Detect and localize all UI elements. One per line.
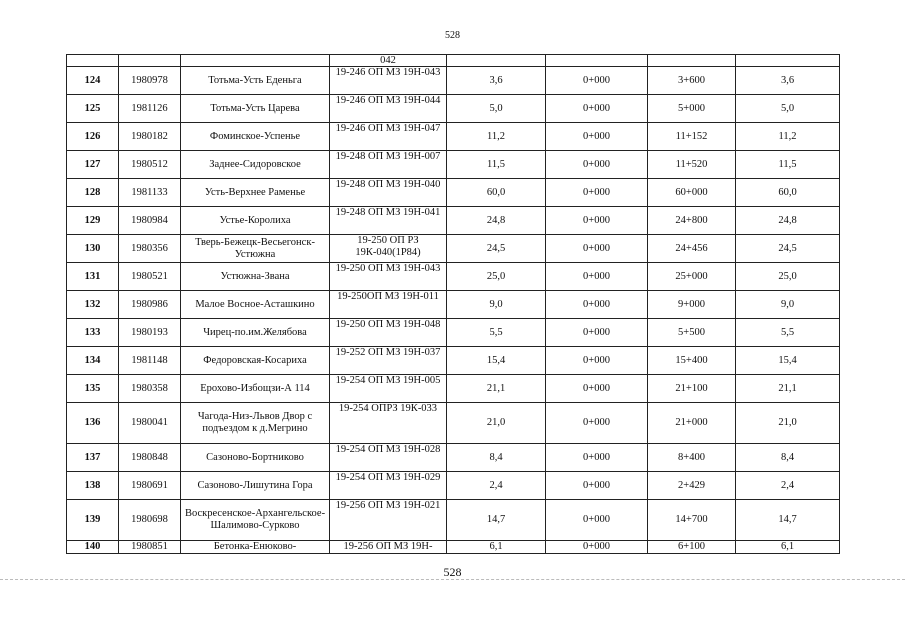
cell-name: Чагода-Низ-Львов Двор с подъездом к д.Мегрино — [181, 403, 330, 444]
table-row — [67, 263, 840, 291]
cell-end: 14+700 — [648, 500, 736, 541]
cell-code: 19-254 ОПРЗ 19К-033 — [330, 403, 447, 444]
cell-id: 1980978 — [119, 67, 181, 95]
cell-id: 1980851 — [119, 541, 181, 554]
cell-name: Фоминское-Успенье — [181, 123, 330, 151]
cell-id: 1980986 — [119, 291, 181, 319]
cell-total: 5,0 — [736, 95, 840, 123]
cell-id: 1981133 — [119, 179, 181, 207]
cell-length: 3,6 — [447, 67, 546, 95]
page-number-top: 528 — [445, 30, 460, 41]
cell-start — [546, 55, 648, 67]
table-row — [67, 291, 840, 319]
cell-num: 132 — [67, 291, 119, 319]
cell-name: Устье-Королиха — [181, 207, 330, 235]
cell-total: 6,1 — [736, 541, 840, 554]
cell-code: 19-246 ОП МЗ 19Н-043 — [330, 67, 447, 95]
cell-start: 0+000 — [546, 472, 648, 500]
cell-id: 1980691 — [119, 472, 181, 500]
table-row — [67, 179, 840, 207]
cell-num: 133 — [67, 319, 119, 347]
cell-start: 0+000 — [546, 403, 648, 444]
cell-code: 19-246 ОП МЗ 19Н-047 — [330, 123, 447, 151]
cell-id: 1980698 — [119, 500, 181, 541]
cell-total: 9,0 — [736, 291, 840, 319]
cell-end: 6+100 — [648, 541, 736, 554]
cell-length: 25,0 — [447, 263, 546, 291]
cell-name: Сазоново-Лишутина Гора — [181, 472, 330, 500]
cell-end: 25+000 — [648, 263, 736, 291]
cell-start: 0+000 — [546, 179, 648, 207]
cell-end: 3+600 — [648, 67, 736, 95]
cell-num: 125 — [67, 95, 119, 123]
cell-start: 0+000 — [546, 500, 648, 541]
cell-code: 19-250 ОП МЗ 19Н-043 — [330, 263, 447, 291]
cell-end: 2+429 — [648, 472, 736, 500]
cell-total: 2,4 — [736, 472, 840, 500]
cell-start: 0+000 — [546, 319, 648, 347]
cell-num: 124 — [67, 67, 119, 95]
cell-total: 5,5 — [736, 319, 840, 347]
cell-end: 5+000 — [648, 95, 736, 123]
cell-length: 24,8 — [447, 207, 546, 235]
cell-length: 5,0 — [447, 95, 546, 123]
cell-code: 19-254 ОП МЗ 19Н-029 — [330, 472, 447, 500]
cell-name: Усть-Верхнее Раменье — [181, 179, 330, 207]
cell-num: 128 — [67, 179, 119, 207]
cell-total: 21,0 — [736, 403, 840, 444]
cell-end: 60+000 — [648, 179, 736, 207]
cell-num: 138 — [67, 472, 119, 500]
cell-num: 127 — [67, 151, 119, 179]
cell-name: Бетонка-Енюково- — [181, 541, 330, 554]
cell-code: 19-254 ОП МЗ 19Н-005 — [330, 375, 447, 403]
cell-length: 11,2 — [447, 123, 546, 151]
cell-code: 19-254 ОП МЗ 19Н-028 — [330, 444, 447, 472]
cell-id: 1980182 — [119, 123, 181, 151]
cell-end: 9+000 — [648, 291, 736, 319]
cell-start: 0+000 — [546, 151, 648, 179]
cell-id: 1980848 — [119, 444, 181, 472]
cell-num: 140 — [67, 541, 119, 554]
page-number-bottom: 528 — [443, 565, 462, 579]
cell-total: 60,0 — [736, 179, 840, 207]
cell-length: 21,0 — [447, 403, 546, 444]
table-row — [67, 472, 840, 500]
cell-length: 60,0 — [447, 179, 546, 207]
table-row — [67, 375, 840, 403]
cell-num: 136 — [67, 403, 119, 444]
cell-num: 135 — [67, 375, 119, 403]
table-row — [67, 347, 840, 375]
cell-code: 19-252 ОП МЗ 19Н-037 — [330, 347, 447, 375]
cell-total: 24,5 — [736, 235, 840, 263]
cell-end: 21+000 — [648, 403, 736, 444]
cell-end: 11+520 — [648, 151, 736, 179]
table-row-continuation — [67, 55, 840, 67]
cell-start: 0+000 — [546, 541, 648, 554]
cell-total: 25,0 — [736, 263, 840, 291]
cell-code: 19-248 ОП МЗ 19Н-040 — [330, 179, 447, 207]
table-row — [67, 319, 840, 347]
cell-total: 21,1 — [736, 375, 840, 403]
cell-start: 0+000 — [546, 347, 648, 375]
cell-code: 19-246 ОП МЗ 19Н-044 — [330, 95, 447, 123]
cell-code: 19-250 ОП РЗ 19К-040(1Р84) — [330, 235, 447, 263]
cell-end: 8+400 — [648, 444, 736, 472]
cell-end — [648, 55, 736, 67]
table-row — [67, 207, 840, 235]
cell-end: 21+100 — [648, 375, 736, 403]
table-row — [67, 95, 840, 123]
cell-start: 0+000 — [546, 235, 648, 263]
cell-name: Ерохово-Избощзи-А 114 — [181, 375, 330, 403]
cell-length: 5,5 — [447, 319, 546, 347]
cell-length — [447, 55, 546, 67]
table-row — [67, 444, 840, 472]
cell-num: 130 — [67, 235, 119, 263]
cell-name: Заднее-Сидоровское — [181, 151, 330, 179]
cell-length: 21,1 — [447, 375, 546, 403]
cell-length: 24,5 — [447, 235, 546, 263]
cell-total: 14,7 — [736, 500, 840, 541]
roads-table — [66, 54, 840, 554]
cell-id: 1980356 — [119, 235, 181, 263]
cell-total: 11,5 — [736, 151, 840, 179]
table-row — [67, 500, 840, 541]
cell-total: 3,6 — [736, 67, 840, 95]
cell-code: 19-256 ОП МЗ 19Н- — [330, 541, 447, 554]
table-row — [67, 151, 840, 179]
cell-length: 2,4 — [447, 472, 546, 500]
cell-start: 0+000 — [546, 67, 648, 95]
cell-total: 11,2 — [736, 123, 840, 151]
cell-length: 14,7 — [447, 500, 546, 541]
cell-name: Сазоново-Бортниково — [181, 444, 330, 472]
cell-code: 19-248 ОП МЗ 19Н-007 — [330, 151, 447, 179]
cell-id — [119, 55, 181, 67]
cell-id: 1980512 — [119, 151, 181, 179]
cell-code: 19-250ОП МЗ 19Н-011 — [330, 291, 447, 319]
cell-total: 15,4 — [736, 347, 840, 375]
cell-start: 0+000 — [546, 444, 648, 472]
cell-num — [67, 55, 119, 67]
cell-name: Тверь-Бежецк-Весьегонск-Устюжна — [181, 235, 330, 263]
table-row — [67, 235, 840, 263]
cell-id: 1981126 — [119, 95, 181, 123]
cell-id: 1980193 — [119, 319, 181, 347]
cell-num: 129 — [67, 207, 119, 235]
cell-start: 0+000 — [546, 207, 648, 235]
cell-id: 1980041 — [119, 403, 181, 444]
cell-num: 126 — [67, 123, 119, 151]
cell-num: 134 — [67, 347, 119, 375]
cell-id: 1981148 — [119, 347, 181, 375]
cell-total: 8,4 — [736, 444, 840, 472]
cell-total: 24,8 — [736, 207, 840, 235]
cell-num: 137 — [67, 444, 119, 472]
cell-name: Чирец-по.им.Желябова — [181, 319, 330, 347]
cell-name: Устюжна-Звана — [181, 263, 330, 291]
page-break-line — [0, 579, 905, 580]
cell-name: Воскресенское-Архангельское-Шалимово-Сурково — [181, 500, 330, 541]
cell-start: 0+000 — [546, 123, 648, 151]
cell-name: Тотьма-Усть Еденьга — [181, 67, 330, 95]
cell-end: 15+400 — [648, 347, 736, 375]
cell-total — [736, 55, 840, 67]
cell-id: 1980358 — [119, 375, 181, 403]
cell-end: 24+456 — [648, 235, 736, 263]
cell-length: 8,4 — [447, 444, 546, 472]
cell-length: 9,0 — [447, 291, 546, 319]
table-row — [67, 541, 840, 554]
cell-name — [181, 55, 330, 67]
cell-end: 24+800 — [648, 207, 736, 235]
cell-code: 042 — [330, 55, 447, 67]
cell-name: Федоровская-Косариха — [181, 347, 330, 375]
cell-id: 1980521 — [119, 263, 181, 291]
cell-start: 0+000 — [546, 291, 648, 319]
cell-name: Тотьма-Усть Царева — [181, 95, 330, 123]
cell-code: 19-256 ОП МЗ 19Н-021 — [330, 500, 447, 541]
cell-id: 1980984 — [119, 207, 181, 235]
cell-start: 0+000 — [546, 375, 648, 403]
cell-code: 19-248 ОП МЗ 19Н-041 — [330, 207, 447, 235]
table-row — [67, 123, 840, 151]
cell-num: 131 — [67, 263, 119, 291]
cell-start: 0+000 — [546, 263, 648, 291]
cell-start: 0+000 — [546, 95, 648, 123]
cell-end: 5+500 — [648, 319, 736, 347]
cell-length: 6,1 — [447, 541, 546, 554]
cell-code: 19-250 ОП МЗ 19Н-048 — [330, 319, 447, 347]
table-row — [67, 67, 840, 95]
cell-length: 11,5 — [447, 151, 546, 179]
cell-num: 139 — [67, 500, 119, 541]
table-row — [67, 403, 840, 444]
cell-end: 11+152 — [648, 123, 736, 151]
cell-length: 15,4 — [447, 347, 546, 375]
cell-name: Малое Восное-Асташкино — [181, 291, 330, 319]
